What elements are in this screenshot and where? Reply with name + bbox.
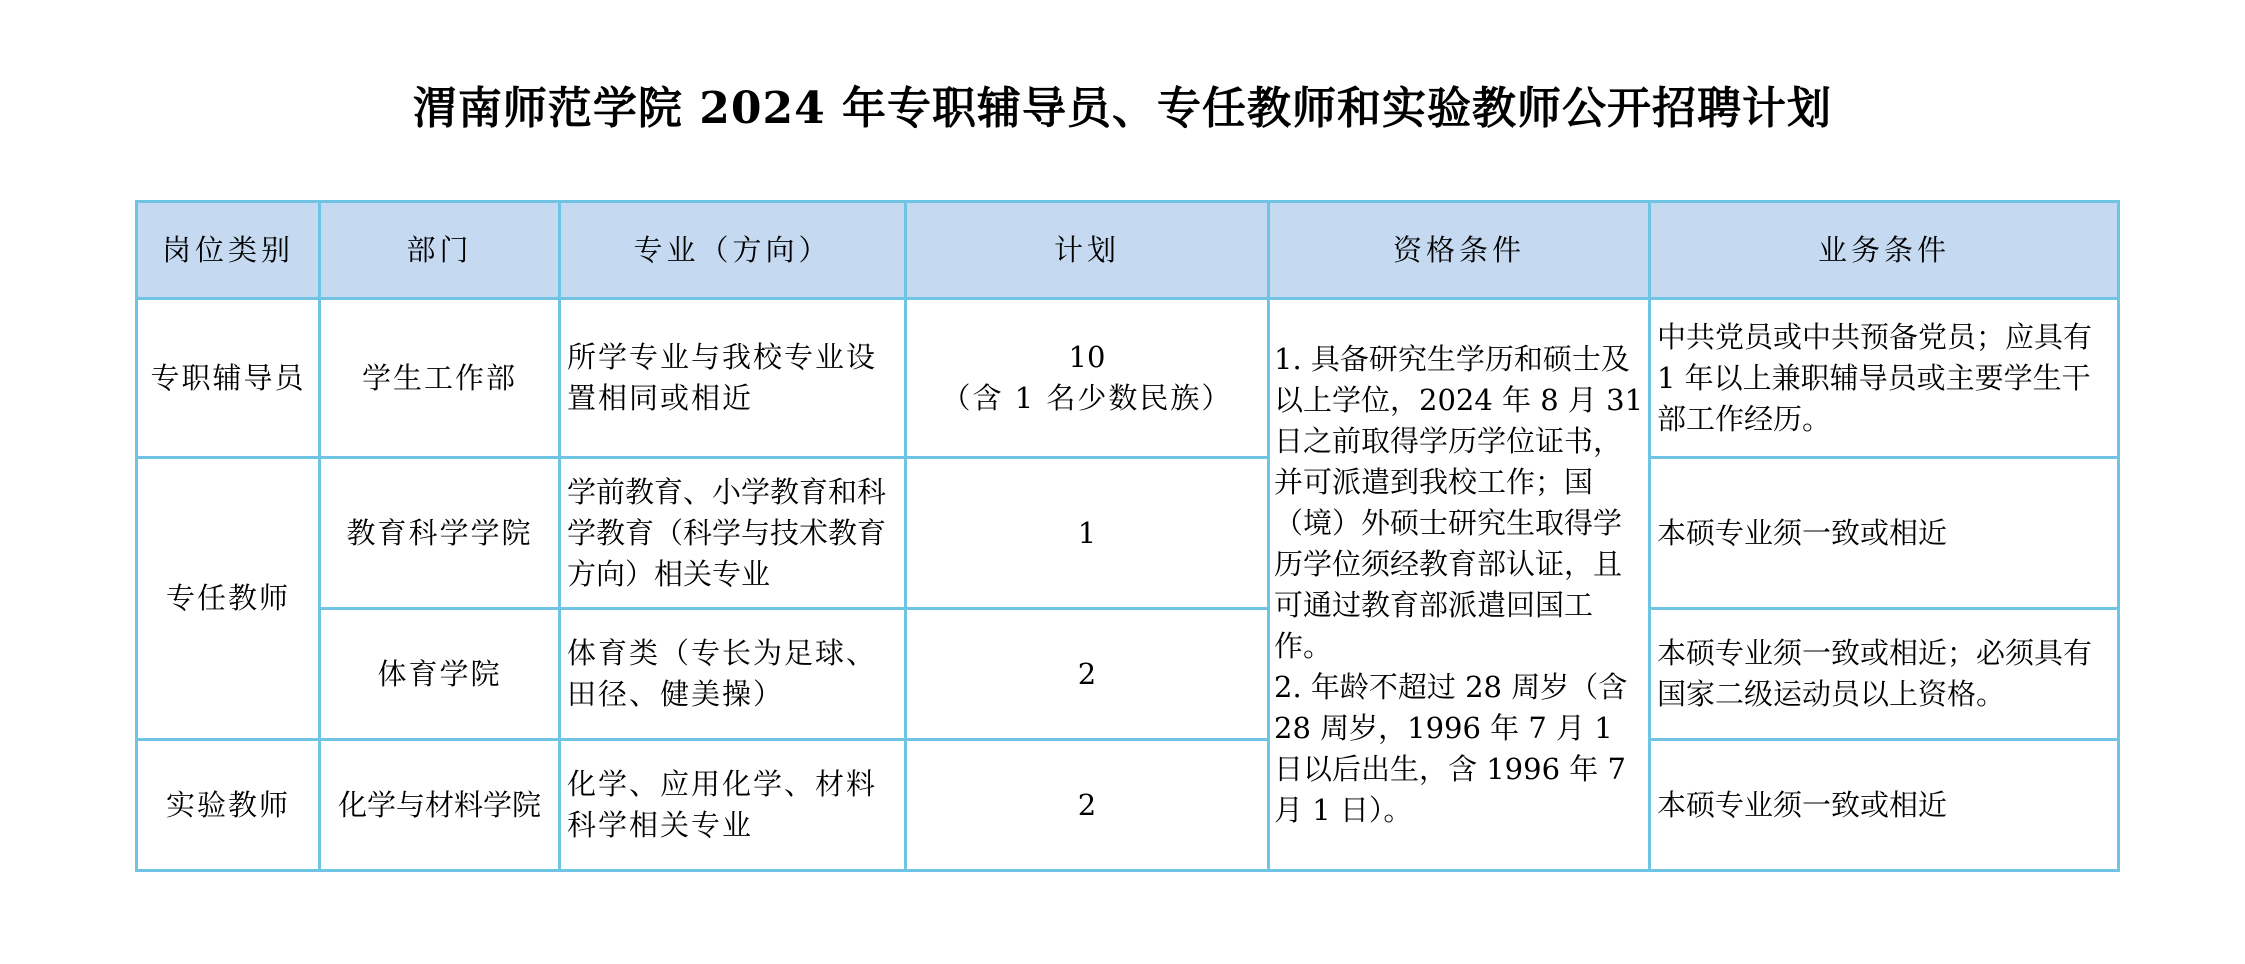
- major-cell: 化学、应用化学、材料科学相关专业: [560, 740, 906, 871]
- header-department: 部门: [320, 202, 560, 299]
- plan-cell: [906, 299, 1269, 458]
- business-cell: 中共党员或中共预备党员；应具有 1 年以上兼职辅导员或主要学生干部工作经历。: [1650, 299, 2119, 458]
- table-row: [137, 458, 2119, 609]
- table-row: [137, 299, 2119, 458]
- table-header-row: [137, 202, 2119, 299]
- table-row: [137, 609, 2119, 740]
- category-cell: 专职辅导员: [137, 299, 320, 458]
- qualification-cell: [1269, 299, 1650, 871]
- plan-note: （含 1 名少数民族）: [941, 381, 1233, 415]
- qualification-item-2: 2. 年龄不超过 28 周岁（含 28 周岁，1996 年 7 月 1 日以后出生，含 1996 年 7 月 1 日）。: [1274, 669, 1628, 827]
- qualification-item-1: 1. 具备研究生学历和硕士及以上学位，2024 年 8 月 31 日之前取得学历学位证书，并可派遣到我校工作；国（境）外硕士研究生取得学历学位须经教育部认证，且可通过教育部派遣回国工作。: [1274, 341, 1644, 663]
- header-major: 专业（方向）: [560, 202, 906, 299]
- header-qualification: 资格条件: [1269, 202, 1650, 299]
- recruitment-plan-table: [135, 200, 2120, 872]
- header-plan: 计划: [906, 202, 1269, 299]
- business-cell: 本硕专业须一致或相近: [1650, 458, 2119, 609]
- major-cell: 学前教育、小学教育和科学教育（科学与技术教育方向）相关专业: [560, 458, 906, 609]
- plan-count: 10: [1068, 340, 1106, 374]
- plan-cell: 2: [906, 609, 1269, 740]
- business-cell: 本硕专业须一致或相近: [1650, 740, 2119, 871]
- department-cell: 学生工作部: [320, 299, 560, 458]
- department-cell: 化学与材料学院: [320, 740, 560, 871]
- department-cell: 体育学院: [320, 609, 560, 740]
- plan-cell: 2: [906, 740, 1269, 871]
- department-cell: 教育科学学院: [320, 458, 560, 609]
- business-cell: 本硕专业须一致或相近；必须具有国家二级运动员以上资格。: [1650, 609, 2119, 740]
- major-cell: 体育类（专长为足球、田径、健美操）: [560, 609, 906, 740]
- header-business: 业务条件: [1650, 202, 2119, 299]
- page-title: 渭南师范学院 2024 年专职辅导员、专任教师和实验教师公开招聘计划: [412, 83, 1833, 134]
- table-row: [137, 740, 2119, 871]
- plan-cell: 1: [906, 458, 1269, 609]
- major-cell: 所学专业与我校专业设置相同或相近: [560, 299, 906, 458]
- category-cell: 实验教师: [137, 740, 320, 871]
- header-category: 岗位类别: [137, 202, 320, 299]
- category-cell: 专任教师: [137, 458, 320, 740]
